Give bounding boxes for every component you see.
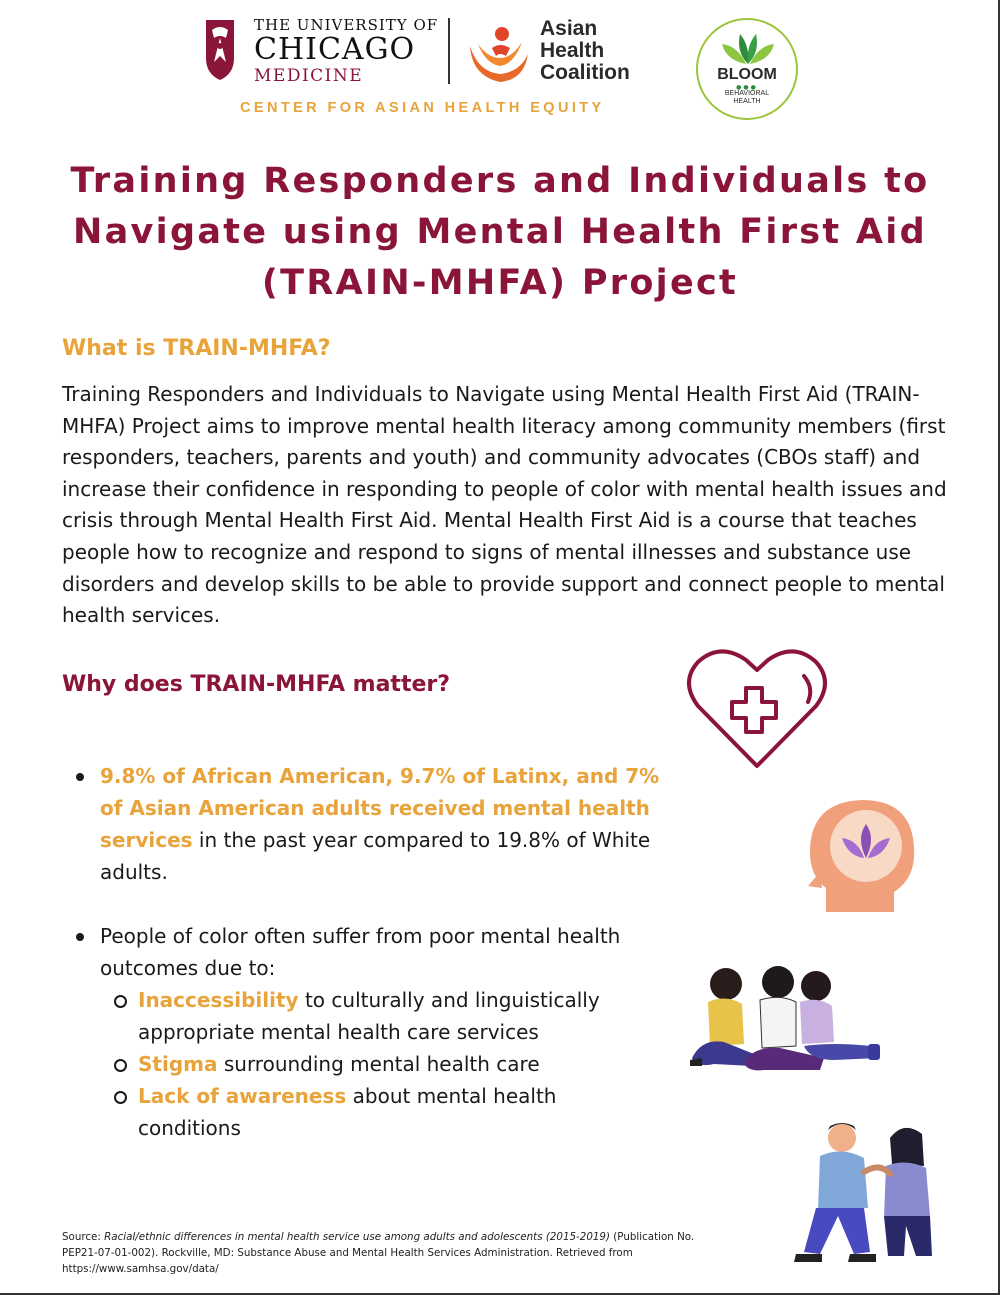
reason-lack-of-awareness-highlight: Lack of awareness (138, 1084, 347, 1108)
uc-line-university: THE UNIVERSITY OF (254, 16, 439, 34)
bullet-service-rates-rest: in the past year compared to 19.8% of White adults. (100, 828, 651, 884)
source-prefix: Source: (62, 1231, 105, 1243)
ahc-figure-icon (466, 24, 532, 86)
reason-stigma-highlight: Stigma (138, 1052, 218, 1076)
reason-stigma (100, 1048, 662, 1080)
reason-lack-of-awareness-rest: about mental health conditions (138, 1084, 557, 1140)
title-line-1: Training Responders and Individuals to (70, 161, 930, 201)
head-lotus-icon (806, 796, 918, 912)
uc-line-medicine: MEDICINE (254, 66, 364, 86)
comforting-pair-illustration (780, 1116, 952, 1262)
title-line-3: (TRAIN-MHFA) Project (261, 263, 739, 303)
why-heading: Why does TRAIN-MHFA matter? (62, 672, 450, 697)
source-title: Racial/ethnic differences in mental health service use among adults and adolescents (2015-2019) (104, 1231, 610, 1243)
page-title (40, 156, 960, 309)
ahc-line-health: Health (540, 39, 605, 62)
bloom-subtitle (698, 90, 796, 106)
asian-health-coalition-logo (464, 16, 654, 88)
reason-inaccessibility (100, 984, 662, 1048)
bloom-leaves-icon (720, 30, 776, 66)
bloom-sub-health: HEALTH (733, 98, 761, 105)
bloom-dots: ●●● (736, 84, 758, 91)
bloom-sub-behavioral: BEHAVIORAL (724, 90, 770, 97)
source-rest: (Publication No. PEP21-07-01-002). Rockville, MD: Substance Abuse and Mental Health Services Administration. Retrieved from https://www.samhsa.gov/data/ (62, 1231, 695, 1275)
ahc-line-asian: Asian (540, 17, 598, 40)
bullet-service-rates (62, 760, 662, 888)
why-bullet-list (62, 760, 662, 1144)
reason-inaccessibility-highlight: Inaccessibility (138, 988, 299, 1012)
reason-lack-of-awareness (100, 1080, 662, 1144)
what-body: Training Responders and Individuals to Navigate using Mental Health First Aid (TRAIN-MHFA) Project aims to improve mental health literacy among community members (first responders, teachers, parents and youth) and community advocates (CBOs staff) and increase their confidence in responding to people of color with mental health issues and crisis through Mental Health First Aid. Mental Health First Aid is a course that teaches people how to recognize and respond to signs of mental illnesses and substance use disorders and develop skills to be able to provide support and connect people to mental health services. (62, 382, 947, 628)
bullet-poor-outcomes (62, 920, 662, 1144)
title-line-2: Navigate using Mental Health First Aid (73, 212, 927, 252)
reason-inaccessibility-rest: to culturally and linguistically appropriate mental health care services (138, 988, 600, 1044)
source-citation (62, 1229, 702, 1277)
heart-cross-icon (684, 644, 830, 772)
bloom-name: BLOOM (717, 66, 777, 83)
sitting-group-illustration (684, 962, 884, 1074)
reason-stigma-rest: surrounding mental health care (217, 1052, 540, 1076)
uc-shield-icon (204, 18, 236, 82)
outcome-reasons-list (100, 984, 662, 1144)
what-heading: What is TRAIN-MHFA? (62, 336, 331, 361)
bullet-service-rates-highlight: 9.8% of African American, 9.7% of Latinx, and 7% of Asian American adults received mental health services (100, 764, 660, 852)
logo-divider (448, 18, 450, 84)
bloom-behavioral-health-logo (696, 18, 798, 120)
ahc-line-coalition: Coalition (540, 61, 630, 84)
uchicago-medicine-logo (198, 14, 438, 88)
uc-line-chicago: CHICAGO (254, 32, 416, 67)
center-for-asian-health-equity: CENTER FOR ASIAN HEALTH EQUITY (240, 100, 605, 116)
bullet-poor-outcomes-text: People of color often suffer from poor mental health outcomes due to: (100, 924, 621, 980)
